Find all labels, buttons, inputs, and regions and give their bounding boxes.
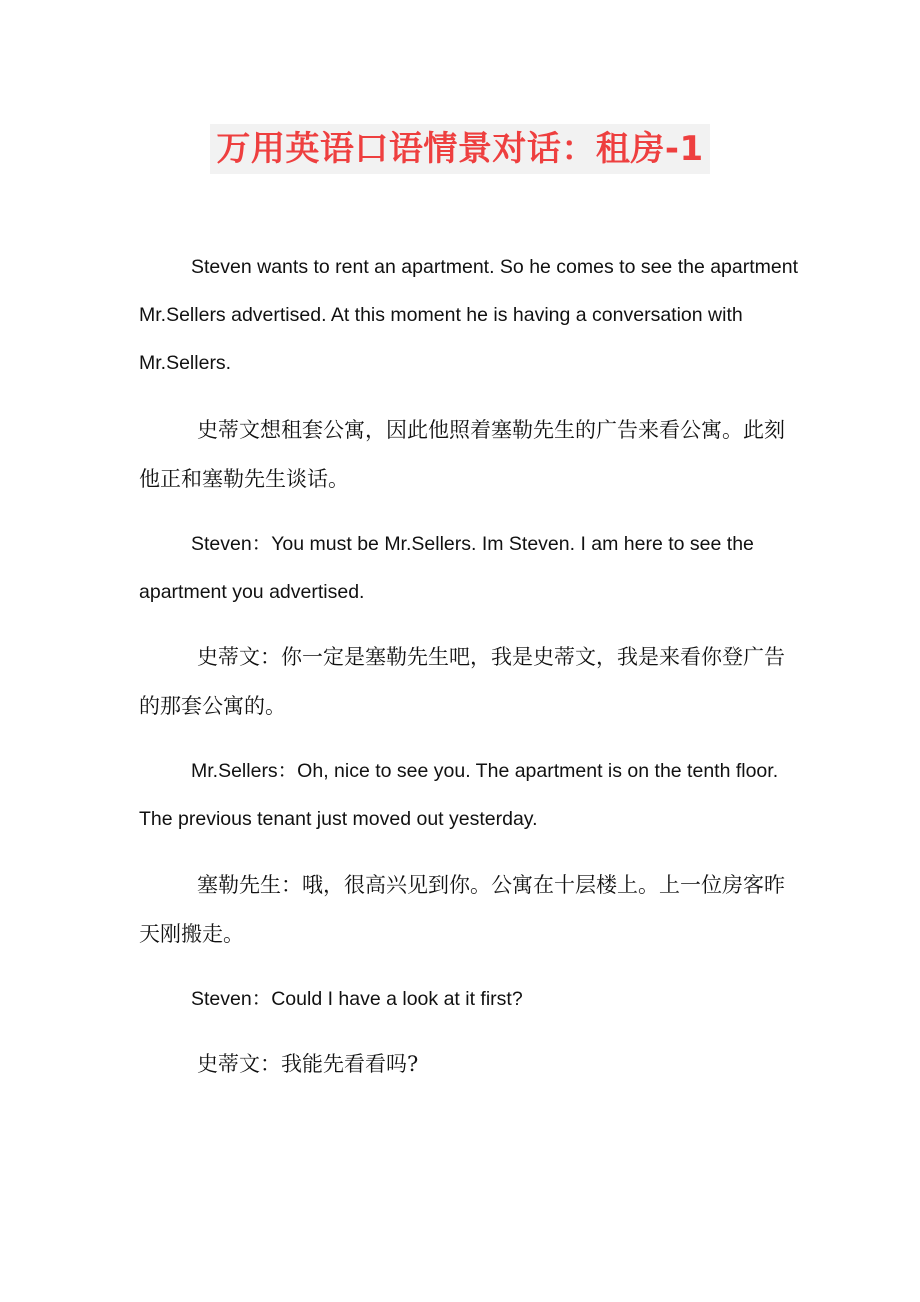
title-container (0, 124, 920, 174)
dialogue-line-1-zh: 史蒂文：你一定是塞勒先生吧，我是史蒂文，我是来看你登广告的那套公寓的。 (139, 645, 785, 718)
dialogue-line-3-zh: 史蒂文：我能先看看吗? (197, 1052, 419, 1076)
dialogue-line-3-en: Steven：Could I have a look at it first? (191, 988, 523, 1010)
dialogue-line-2-en: Mr.Sellers：Oh, nice to see you. The apartment is on the tenth floor. The previous tenant just moved out yesterday. (139, 760, 779, 830)
dialogue-line-1-en: Steven：You must be Mr.Sellers. Im Steven. I am here to see the apartment you advertised. (139, 533, 754, 603)
intro-paragraph-en: Steven wants to rent an apartment. So he comes to see the apartment Mr.Sellers advertised. At this moment he is having a conversation with Mr.Sellers. (139, 256, 799, 374)
document-title: 万用英语口语情景对话：租房-1 (210, 124, 709, 174)
dialogue-line-2-zh: 塞勒先生：哦，很高兴见到你。公寓在十层楼上。上一位房客昨天刚搬走。 (139, 873, 785, 946)
intro-paragraph-zh: 史蒂文想租套公寓，因此他照着塞勒先生的广告来看公寓。此刻他正和塞勒先生谈话。 (139, 418, 785, 491)
